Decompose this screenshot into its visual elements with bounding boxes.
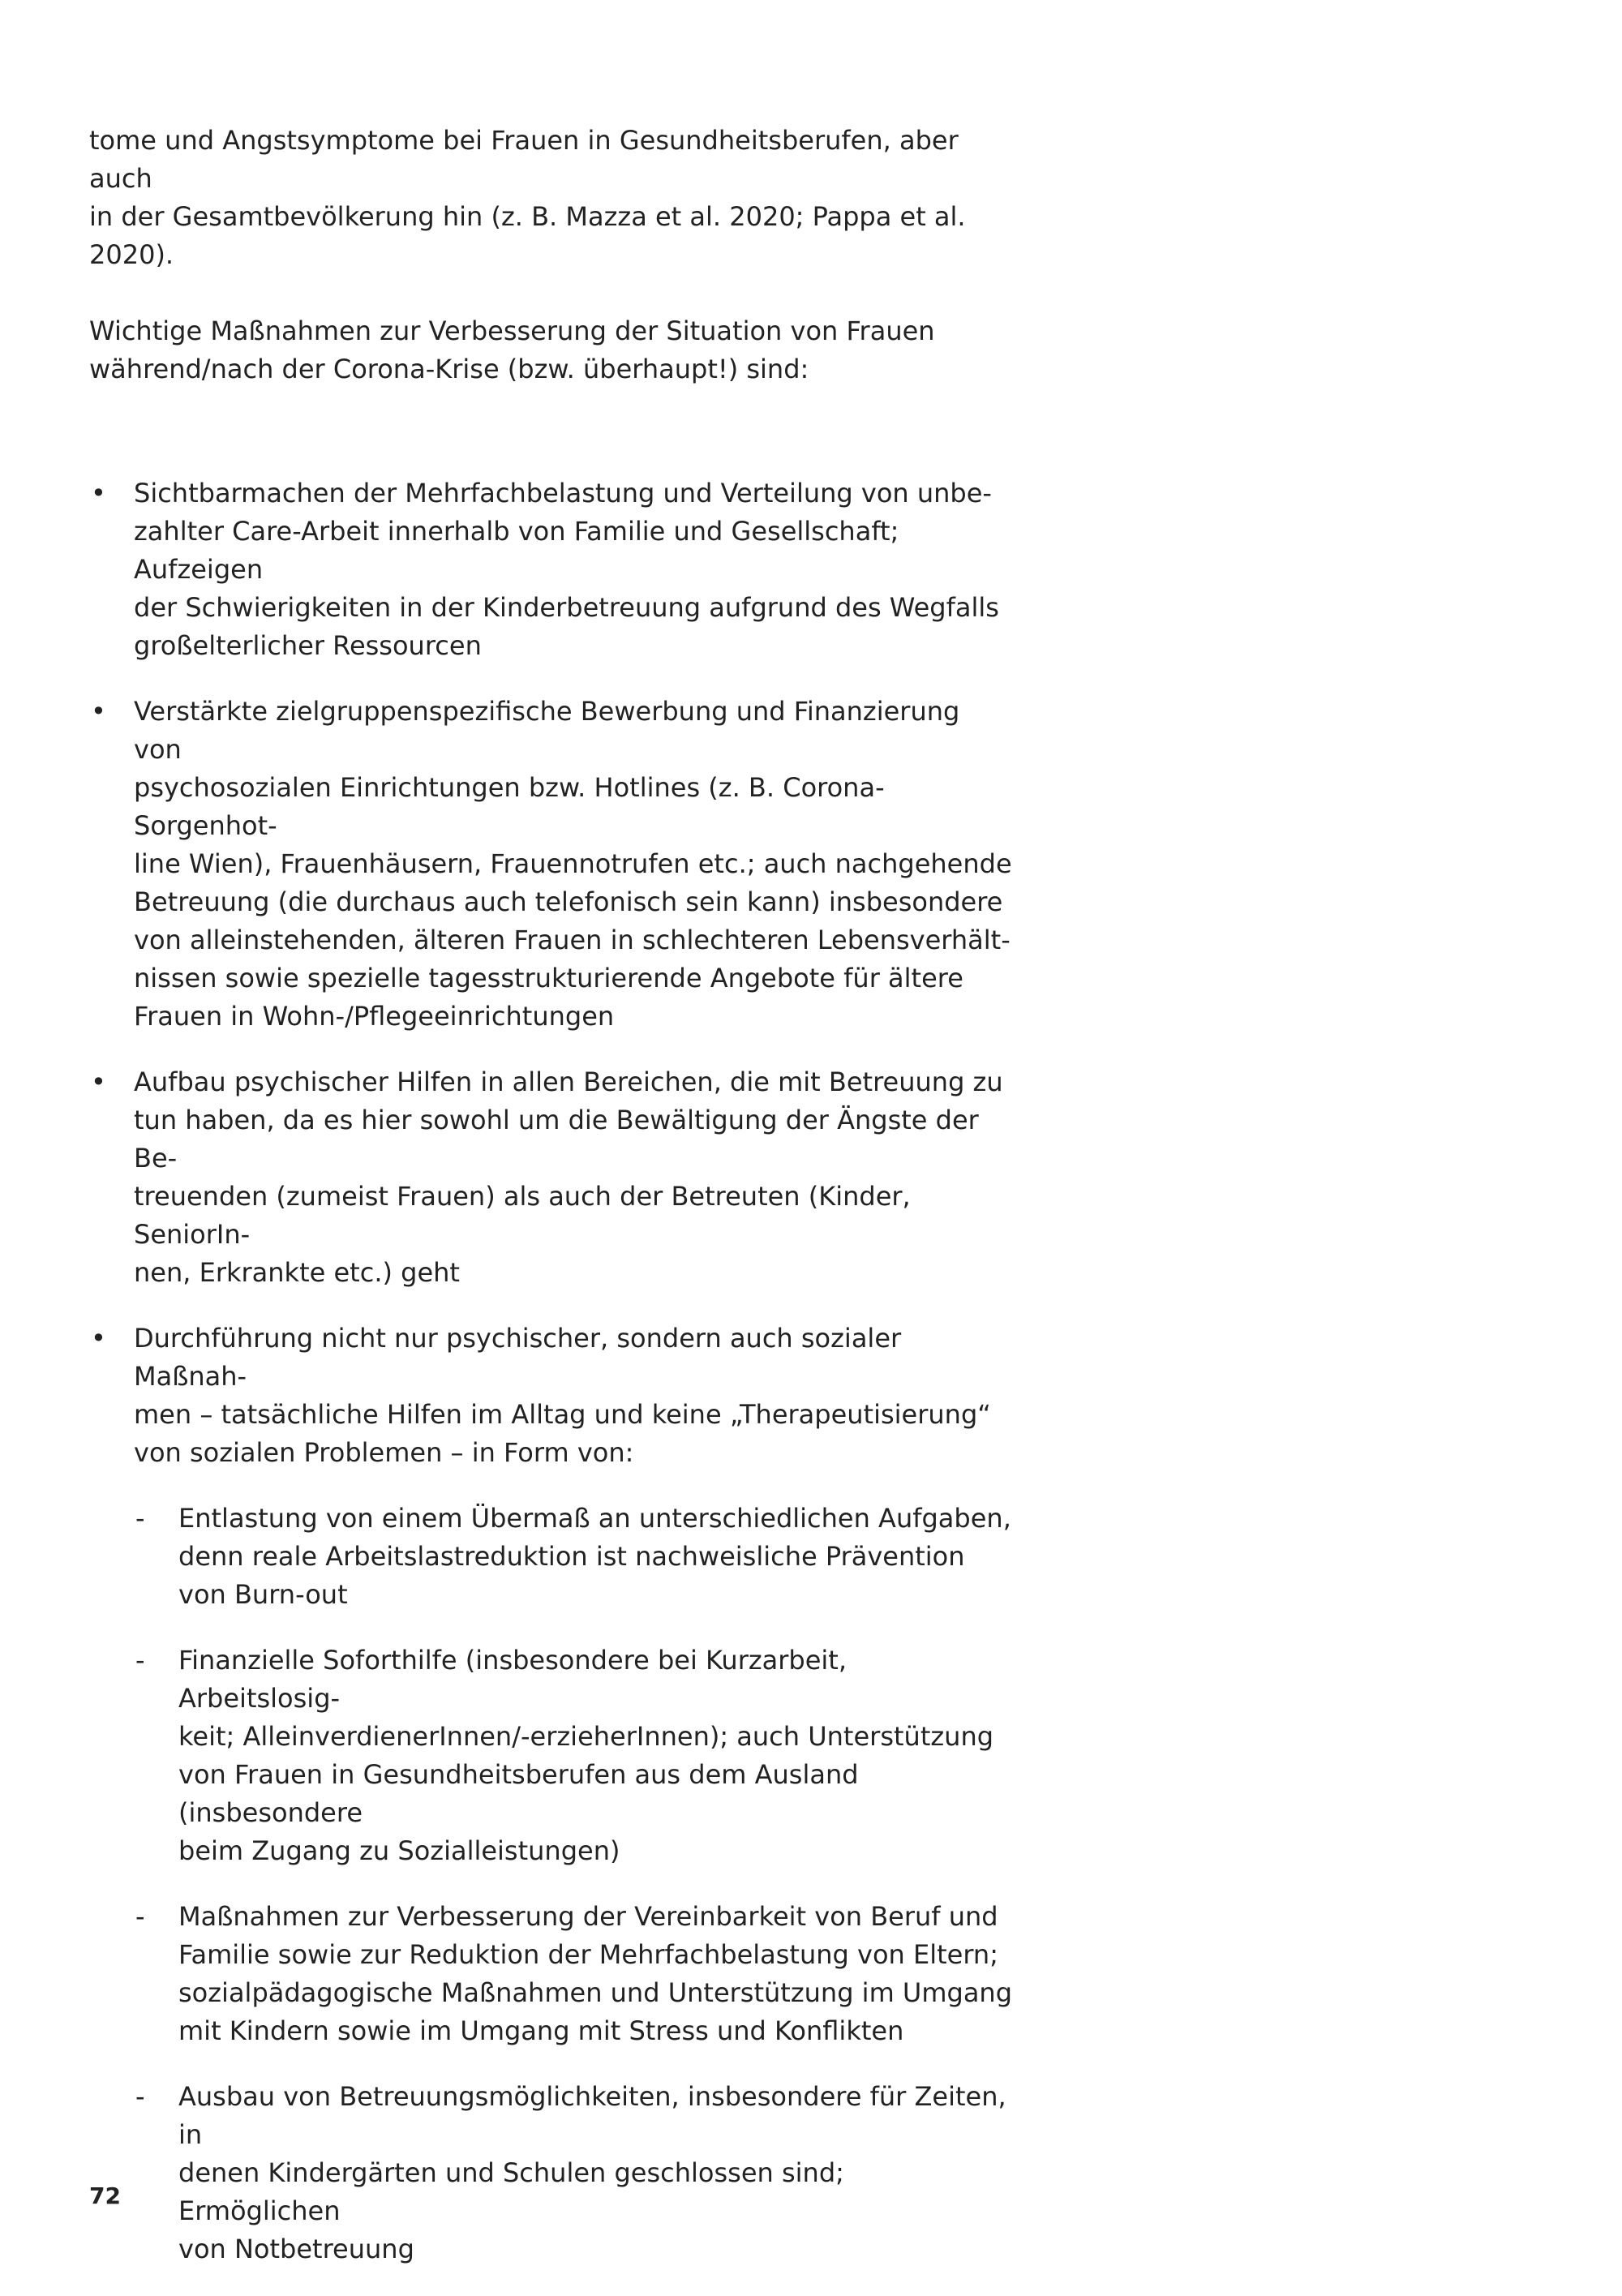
bullet-icon: • — [91, 1066, 106, 1097]
list-item-text: Durchführung nicht nur psychischer, sondern auch sozialer Maßnah- men – tatsächliche Hilfen im Alltag und keine „Therapeutisierung“ von sozialen Problemen – in Form von: — [134, 1323, 991, 1468]
sub-list-item — [134, 1898, 1014, 2050]
sub-list-item — [134, 1500, 1014, 1614]
sub-list-item-text: Entlastung von einem Übermaß an unterschiedlichen Aufgaben, denn reale Arbeitslastreduktion ist nachweisliche Prävention von Burn-out — [178, 1503, 1011, 1610]
sub-list-item — [134, 1642, 1014, 1870]
sub-list-item-text: Maßnahmen zur Verbesserung der Vereinbarkeit von Beruf und Familie sowie zur Reduktion der Mehrfachbelastung von Eltern; sozialpädagogische Maßnahmen und Unterstützung im Umgang mit Kindern sowie im Umgang mit Stress und Konflikten — [178, 1901, 1013, 2046]
dash-icon: - — [135, 1901, 145, 1932]
bullet-icon: • — [91, 1323, 106, 1354]
list-item — [89, 693, 1014, 1036]
sub-measures-list — [134, 1500, 1014, 2268]
list-item-text: Sichtbarmachen der Mehrfachbelastung und Verteilung von unbe- zahlter Care-Arbeit innerhalb von Familie und Gesellschaft; Aufzeigen der Schwierigkeiten in der Kinderbetreuung aufgrund des Wegfalls großelterlicher Ressourcen — [134, 478, 999, 661]
list-item — [89, 1320, 1014, 2268]
bullet-icon: • — [91, 696, 106, 727]
sub-list-item-text: Finanzielle Soforthilfe (insbesondere bei Kurzarbeit, Arbeitslosig- keit; AlleinverdienerInnen/-erzieherInnen); auch Unterstützung von Frauen in Gesundheitsberufen aus dem Ausland (insbesondere beim Zugang zu Sozialleistungen) — [178, 1645, 994, 1866]
list-item-text: Verstärkte zielgruppenspezifische Bewerbung und Finanzierung von psychosozialen Einrichtungen bzw. Hotlines (z. B. Corona-Sorgenhot- line Wien), Frauenhäusern, Frauennotrufen etc.; auch nachgehende Betreuung (die durchaus auch telefonisch sein kann) insbesondere von alleinstehenden, älteren Frauen in schlechteren Lebensverhält- nissen sowie spezielle tagesstrukturierende Angebote für ältere Frauen in Wohn-/Pflegeeinrichtungen — [134, 696, 1012, 1032]
page-body — [89, 122, 1014, 2296]
sub-list-item-text: Ausbau von Betreuungsmöglichkeiten, insbesondere für Zeiten, in denen Kindergärten und Schulen geschlossen sind; Ermöglichen von Notbetreuung — [178, 2081, 1006, 2264]
intro-paragraph-measures: Wichtige Maßnahmen zur Verbesserung der Situation von Frauen während/nach der Corona-Krise (bzw. überhaupt!) sind: — [89, 315, 935, 384]
list-item — [89, 1063, 1014, 1292]
intro-paragraph-continuation: tome und Angstsymptome bei Frauen in Gesundheitsberufen, aber auch in der Gesamtbevölkerung hin (z. B. Mazza et al. 2020; Pappa et al. 2020). — [89, 125, 966, 270]
bullet-icon: • — [91, 478, 106, 509]
dash-icon: - — [135, 1645, 145, 1676]
page-number: 72 — [89, 2182, 121, 2209]
dash-icon: - — [135, 2081, 145, 2112]
sub-list-item — [134, 2078, 1014, 2268]
measures-bullet-list — [89, 474, 1014, 2268]
list-item — [89, 474, 1014, 665]
list-item-text: Aufbau psychischer Hilfen in allen Bereichen, die mit Betreuung zu tun haben, da es hier sowohl um die Bewältigung der Ängste der Be- treuenden (zumeist Frauen) als auch der Betreuten (Kinder, SeniorIn- nen, Erkrankte etc.) geht — [134, 1066, 1003, 1288]
dash-icon: - — [135, 1503, 145, 1534]
